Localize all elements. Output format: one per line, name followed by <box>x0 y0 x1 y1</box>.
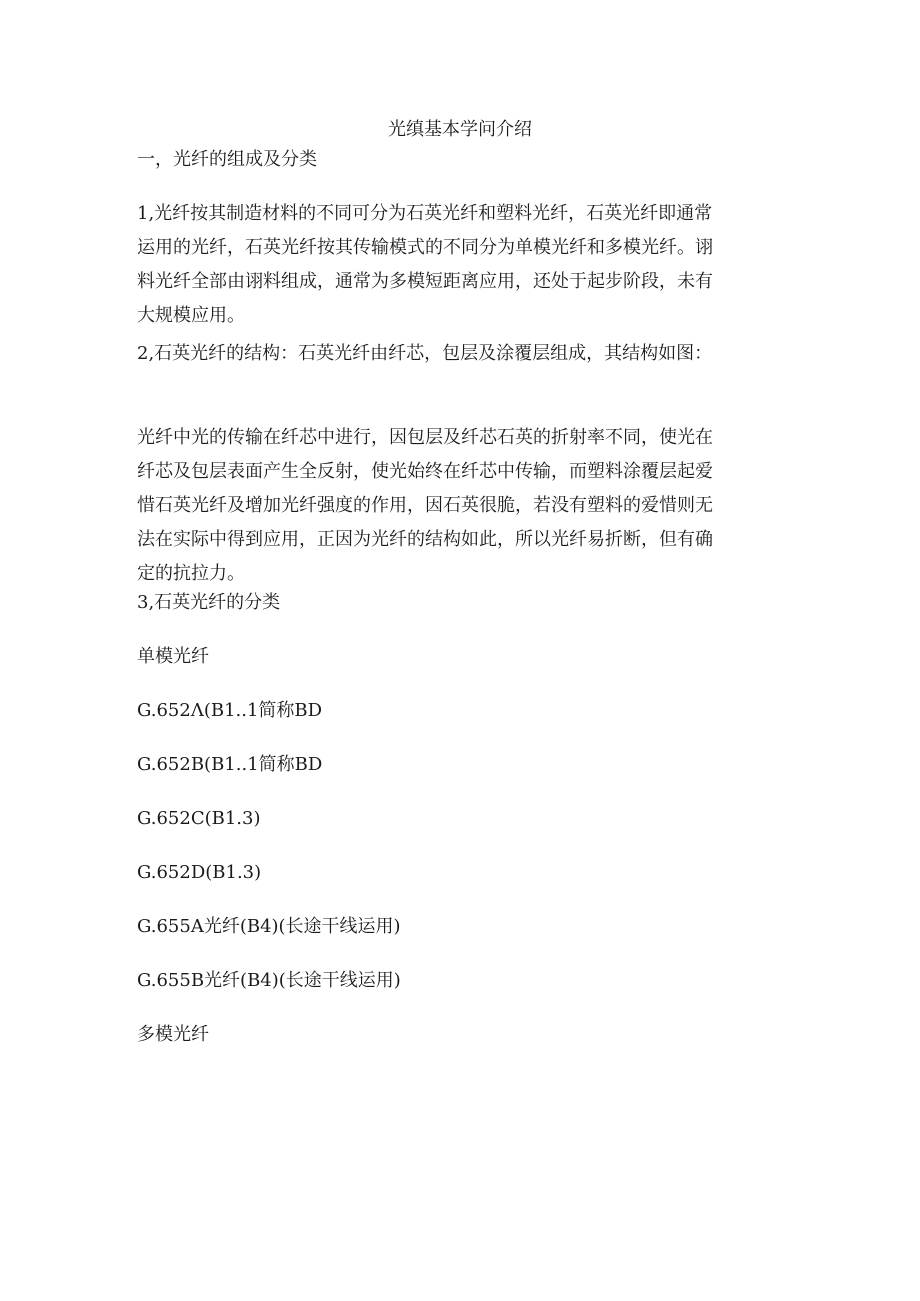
paragraph-1-line: 运用的光纤，石英光纤按其传输模式的不同分为单模光纤和多模光纤。诩 <box>137 237 713 258</box>
paragraph-4: 3,石英光纤的分类 <box>137 592 281 613</box>
document-title: 光缜基本学问介绍 <box>388 119 532 140</box>
single-mode-item: G.652D(B1.3) <box>137 862 262 883</box>
single-mode-heading: 单模光纤 <box>137 646 209 667</box>
paragraph-2: 2,石英光纤的结构：石英光纤由纤芯，包层及涂覆层组成，其结构如图： <box>137 343 713 364</box>
paragraph-3-line: 定的抗拉力。 <box>137 563 245 584</box>
paragraph-1-line: 料光纤全部由诩料组成，通常为多模短距离应用，还处于起步阶段，未有 <box>137 271 713 292</box>
single-mode-item: G.652B(B1..1简称BD <box>137 754 323 775</box>
paragraph-3-line: 惜石英光纤及增加光纤强度的作用，因石英很脆，若没有塑料的爱惜则无 <box>137 495 713 516</box>
paragraph-3 <box>137 421 787 591</box>
paragraph-1-line: 1,光纤按其制造材料的不同可分为石英光纤和塑料光纤，石英光纤即通常 <box>137 203 713 224</box>
single-mode-item: G.655A光纤(B4)(长途干线运用) <box>137 916 401 937</box>
paragraph-3-line: 纤芯及包层表面产生全反射，使光始终在纤芯中传输，而塑料涂覆层起爱 <box>137 461 713 482</box>
multi-mode-heading: 多模光纤 <box>137 1024 209 1045</box>
paragraph-1-line: 大规模应用。 <box>137 305 245 326</box>
paragraph-3-line: 光纤中光的传输在纤芯中进行，因包层及纤芯石英的折射率不同，使光在 <box>137 427 713 448</box>
section-heading: 一，光纤的组成及分类 <box>137 149 317 170</box>
single-mode-item: G.655B光纤(B4)(长途干线运用) <box>137 970 401 991</box>
single-mode-item: G.652C(B1.3) <box>137 808 261 829</box>
single-mode-item: G.652Λ(B1..1简称BD <box>137 700 323 721</box>
paragraph-1 <box>137 197 787 333</box>
paragraph-3-line: 法在实际中得到应用，正因为光纤的结构如此，所以光纤易折断，但有确 <box>137 529 713 550</box>
